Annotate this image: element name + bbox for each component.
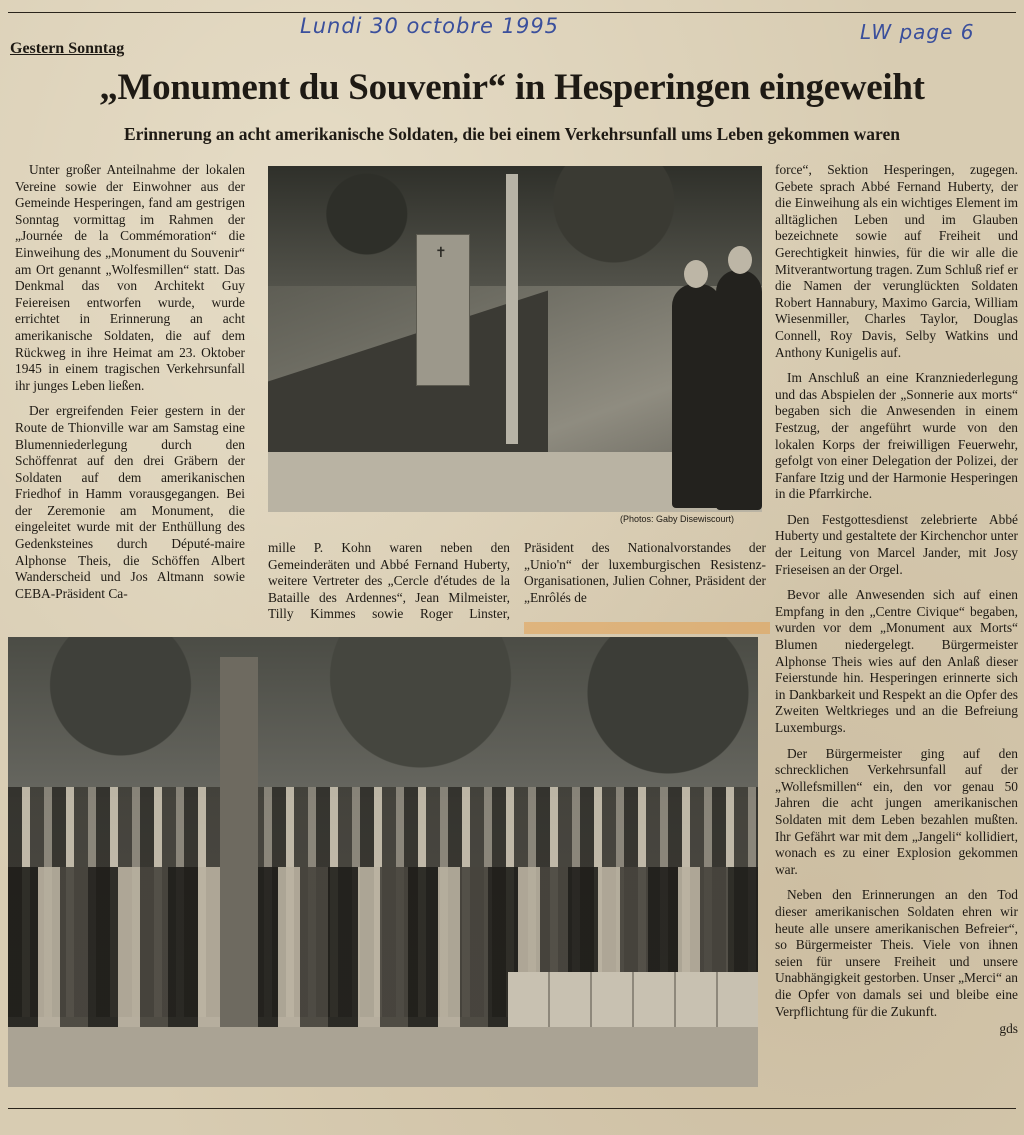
- paragraph: Bevor alle Anwesenden sich auf einen Empfang in den „Centre Civique“ begaben, wurden vor dem „Monument aux Morts“ Blumen niedergelegt. Bürgermeister Alphonse Theis wies auf den Anlaß dieser Feierstunde hin. Hesperingen erinnerte sich in Dankbarkeit und Respekt an die Opfer des Zweiten Weltkrieges und an die Befreiung Luxemburgs.: [775, 587, 1018, 735]
- paragraph: force“, Sektion Hesperingen, zugegen. Gebete sprach Abbé Fernand Huberty, der die Einweihung als ein wichtiges Element im alltäglichen Leben und im Glauben bezeichnete sowie auf Freiheit und Gerechtigkeit hinwies, für die wir alle die Mitverantwortung tragen. Zum Schluß rief er die Namen der verunglückten Soldaten Robert Hannabury, Maximo Garcia, William Wiesenmiller, Charles Taylor, Douglas Connell, Roy Davis, Selby Watkins und Anthony Kunigelis auf.: [775, 162, 1018, 360]
- tree-trunk: [220, 657, 258, 1087]
- paragraph: mille P. Kohn waren neben den Gemeinderäten und Abbé Fernand Huberty, weitere Vertreter des „Cercle d'études de la Bataille des Ardennes“, Jean Milmeister, Tilly Kimmes sowie Roger Linster, Präsident des Nationalvorstandes der „Unio'n“ der luxemburgischen Resistenz-Organisationen, Julien Cohner, Präsident der „Enrôlés de: [268, 540, 766, 622]
- memorial-plaque: [416, 234, 470, 386]
- paragraph: Der ergreifenden Feier gestern in der Route de Thionville war am Samstag eine Blumenniederlegung durch den Schöffenrat auf den drei Gräbern der Soldaten auf dem amerikanischen Friedhof in Hamm vorausgegangen. Bei der Zeremonie am Monument, die eingeleitet wurde mit der Enthüllung des Gedenksteines durch Député-maire Alphonse Theis, die Schöffen Albert Wanderscheid und Jos Altmann sowie CEBA-Präsident Ca-: [15, 403, 245, 601]
- headline: „Monument du Souvenir“ in Hesperingen eingeweiht: [99, 67, 925, 108]
- path-ground: [8, 1027, 758, 1087]
- paragraph: Den Festgottesdienst zelebrierte Abbé Huberty und gestaltete der Kirchenchor unter der Leitung von Marcel Jander, mit Josy Frieseisen an der Orgel.: [775, 511, 1018, 577]
- person-figure: [672, 284, 722, 508]
- subheadline: Erinnerung an acht amerikanische Soldaten, die bei einem Verkehrsunfall ums Leben gekommen waren: [123, 124, 901, 144]
- handwritten-date: Lundi 30 octobre 1995: [300, 14, 560, 38]
- person-figure: [716, 270, 762, 510]
- article-column-3: [775, 162, 1018, 1038]
- monument-photo: [268, 166, 762, 512]
- paragraph: Neben den Erinnerungen an den Tod dieser amerikanischen Soldaten ehren wir heute alle unsere amerikanischen Befreier“, so Bürgermeister Theis. Viele von ihnen seien für unsere Freiheit und unsere Unabhängigkeit gestorben. Unser „Merci“ an die Opfer von damals sei und bleibe eine Verpflichtung für die Zukunft.: [775, 887, 1018, 1019]
- author-signature: gds: [999, 1021, 1018, 1037]
- section-kicker: Gestern Sonntag: [10, 40, 125, 57]
- paragraph: Unter großer Anteilnahme der lokalen Vereine sowie der Einwohner aus der Gemeinde Hesperingen, fand am gestrigen Sonntag vormittag im Rahmen der „Journée de la Commémoration“ die Einweihung des „Monument du Souvenir“ am Ort genannt „Wolfesmillen“ statt. Das Denkmal das von Architekt Guy Feiereisen entworfen wurde, wurde errichtet in Erinnerung an acht amerikanische Soldaten, die auf dem Rückweg in ihre Heimat am 23. Oktober 1945 in einem tragischen Verkehrsunfall ihr junges Leben ließen.: [15, 162, 245, 393]
- handwritten-page-note: LW page 6: [860, 20, 975, 44]
- paragraph: Der Bürgermeister ging auf den schrecklichen Verkehrsunfall auf der „Wollefsmillen“ ein, den vor genau 50 Jahren die acht jungen amerikanischen Soldaten mit dem Leben bezahlen mußten. Ihr Gefährt war mit dem „Jangeli“ kollidiert, wonach es zu einer Explosion gekommen war.: [775, 745, 1018, 877]
- top-rule: [8, 12, 1016, 13]
- article-column-1: [15, 162, 245, 611]
- highlighter-mark: [524, 622, 770, 634]
- photo-canopy: [8, 637, 758, 797]
- article-column-2: [268, 540, 766, 623]
- photo-credit: (Photos: Gaby Disewiscourt): [620, 514, 735, 524]
- flag-pole: [506, 174, 518, 444]
- paragraph: Im Anschluß an eine Kranzniederlegung und das Abspielen der „Sonnerie aux morts“ begaben sich die Anwesenden in einem Festzug, der angeführt wurde von den lokalen Korps der freiwilligen Feuerwehr, gefolgt von einer Delegation der Polizei, der Fanfare Itzig und der Harmonie Hesperingen in die Pfarrkirche.: [775, 370, 1018, 502]
- ceremony-crowd-photo: [8, 637, 758, 1087]
- bottom-rule: [8, 1108, 1016, 1109]
